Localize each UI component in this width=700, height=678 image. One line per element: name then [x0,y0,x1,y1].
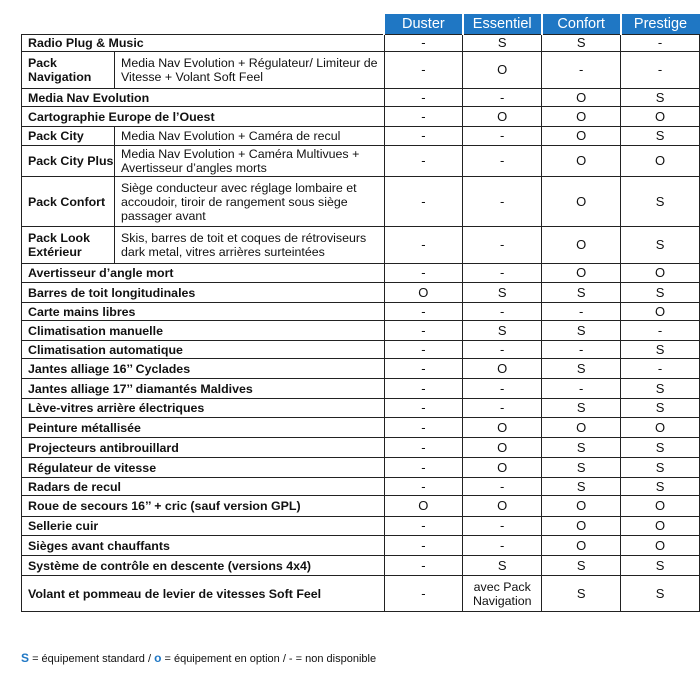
table-row [22,127,700,146]
value-confort: O [542,177,621,227]
equipment-name: Pack Confort [22,177,115,227]
value-prestige: - [621,321,700,341]
value-prestige: O [621,264,700,283]
table-row [22,496,700,517]
table-row [22,517,700,536]
value-prestige: O [621,536,700,556]
value-duster: - [384,146,463,177]
table-row [22,52,700,89]
equipment-name: Projecteurs antibrouillard [22,438,385,458]
value-prestige: S [621,283,700,303]
value-essentiel: avec Pack Navigation [463,576,542,612]
value-prestige: - [621,52,700,89]
value-confort: O [542,107,621,127]
value-duster: - [384,536,463,556]
value-essentiel: O [463,418,542,438]
equipment-name: Sellerie cuir [22,517,385,536]
table-row [22,438,700,458]
table-row [22,35,700,52]
table-body [22,35,700,612]
equipment-name: Pack City [22,127,115,146]
equipment-name: Roue de secours 16’’ + cric (sauf version GPL) [22,496,385,517]
value-essentiel: O [463,496,542,517]
equipment-description: Skis, barres de toit et coques de rétroviseurs dark metal, vitres arrières surteintées [115,227,385,264]
value-essentiel: - [463,341,542,359]
table-row [22,556,700,576]
value-prestige: O [621,303,700,321]
equipment-name: Climatisation manuelle [22,321,385,341]
value-duster: - [384,379,463,399]
value-duster: - [384,52,463,89]
value-prestige: O [621,107,700,127]
table-row [22,264,700,283]
equipment-name: Pack Look Extérieur [22,227,115,264]
value-confort: S [542,576,621,612]
header-blank [115,14,385,35]
value-prestige: O [621,146,700,177]
value-prestige: S [621,576,700,612]
value-confort: S [542,478,621,496]
value-essentiel: O [463,107,542,127]
table-row [22,359,700,379]
value-confort: - [542,52,621,89]
value-confort: O [542,517,621,536]
header-row [22,14,700,35]
value-essentiel: - [463,264,542,283]
value-duster: - [384,321,463,341]
legend-option-key: o [154,651,162,665]
table-row [22,227,700,264]
value-essentiel: - [463,536,542,556]
value-essentiel: - [463,89,542,107]
value-essentiel: - [463,227,542,264]
value-duster: - [384,35,463,52]
column-header-confort: Confort [542,14,621,35]
equipment-description: Siège conducteur avec réglage lombaire et accoudoir, tiroir de rangement sous siège passager avant [115,177,385,227]
value-duster: - [384,107,463,127]
value-duster: - [384,576,463,612]
column-header-duster: Duster [384,14,463,35]
value-essentiel: O [463,359,542,379]
value-duster: - [384,303,463,321]
value-prestige: O [621,496,700,517]
column-header-essentiel: Essentiel [463,14,542,35]
value-confort: - [542,303,621,321]
table-row [22,379,700,399]
equipment-name: Radars de recul [22,478,385,496]
value-essentiel: - [463,146,542,177]
value-prestige: O [621,517,700,536]
value-essentiel: S [463,283,542,303]
equipment-name: Radio Plug & Music [22,35,385,52]
table-row [22,399,700,418]
value-duster: - [384,264,463,283]
equipment-name: Avertisseur d’angle mort [22,264,385,283]
value-confort: - [542,341,621,359]
value-essentiel: - [463,127,542,146]
legend [21,651,376,665]
value-prestige: - [621,359,700,379]
equipment-name: Cartographie Europe de l’Ouest [22,107,385,127]
table-row [22,341,700,359]
value-essentiel: - [463,399,542,418]
value-confort: S [542,359,621,379]
table-row [22,177,700,227]
equipment-name: Système de contrôle en descente (versions 4x4) [22,556,385,576]
value-prestige: S [621,227,700,264]
column-header-prestige: Prestige [621,14,700,35]
value-confort: O [542,264,621,283]
table-row [22,458,700,478]
equipment-description: Media Nav Evolution + Caméra Multivues + Avertisseur d’angles morts [115,146,385,177]
table-row [22,478,700,496]
value-prestige: S [621,438,700,458]
equipment-name: Jantes alliage 16’’ Cyclades [22,359,385,379]
legend-option-text: = équipement en option / - = non disponible [161,653,377,665]
value-essentiel: O [463,52,542,89]
header-blank [22,14,115,35]
equipment-name: Sièges avant chauffants [22,536,385,556]
value-confort: S [542,35,621,52]
value-confort: S [542,321,621,341]
value-duster: - [384,418,463,438]
value-essentiel: - [463,517,542,536]
value-confort: S [542,458,621,478]
equipment-description: Media Nav Evolution + Régulateur/ Limiteur de Vitesse + Volant Soft Feel [115,52,385,89]
value-confort: S [542,438,621,458]
value-essentiel: S [463,35,542,52]
value-prestige: S [621,399,700,418]
value-duster: - [384,127,463,146]
value-prestige: O [621,418,700,438]
value-essentiel: O [463,438,542,458]
table-row [22,107,700,127]
equipment-table-container [21,14,700,612]
value-essentiel: S [463,556,542,576]
value-duster: - [384,438,463,458]
value-confort: O [542,418,621,438]
value-confort: S [542,556,621,576]
equipment-name: Barres de toit longitudinales [22,283,385,303]
legend-standard-text: = équipement standard / [29,653,155,665]
equipment-name: Climatisation automatique [22,341,385,359]
table-row [22,146,700,177]
equipment-name: Carte mains libres [22,303,385,321]
legend-standard-key: S [21,651,30,665]
equipment-name: Jantes alliage 17’’ diamantés Maldives [22,379,385,399]
table-row [22,321,700,341]
value-confort: O [542,127,621,146]
table-row [22,303,700,321]
value-duster: - [384,556,463,576]
value-prestige: S [621,177,700,227]
value-confort: O [542,227,621,264]
value-prestige: S [621,478,700,496]
table-row [22,283,700,303]
value-confort: - [542,379,621,399]
value-essentiel: S [463,321,542,341]
value-confort: S [542,283,621,303]
value-confort: S [542,399,621,418]
value-duster: - [384,359,463,379]
value-essentiel: - [463,303,542,321]
value-essentiel: - [463,379,542,399]
value-duster: - [384,177,463,227]
value-prestige: S [621,341,700,359]
value-duster: O [384,496,463,517]
value-duster: - [384,89,463,107]
value-essentiel: O [463,458,542,478]
table-row [22,418,700,438]
value-essentiel: - [463,177,542,227]
value-confort: O [542,496,621,517]
value-duster: - [384,399,463,418]
equipment-name: Pack City Plus [22,146,115,177]
value-duster: - [384,458,463,478]
equipment-name: Pack Navigation [22,52,115,89]
value-prestige: S [621,127,700,146]
value-duster: - [384,341,463,359]
value-prestige: S [621,89,700,107]
equipment-table [21,14,700,612]
table-row [22,536,700,556]
equipment-name: Volant et pommeau de levier de vitesses Soft Feel [22,576,385,612]
value-confort: O [542,536,621,556]
equipment-description: Media Nav Evolution + Caméra de recul [115,127,385,146]
table-row [22,89,700,107]
equipment-name: Media Nav Evolution [22,89,385,107]
equipment-name: Peinture métallisée [22,418,385,438]
value-duster: - [384,478,463,496]
equipment-name: Régulateur de vitesse [22,458,385,478]
value-confort: O [542,89,621,107]
value-duster: - [384,227,463,264]
value-prestige: S [621,458,700,478]
value-prestige: S [621,379,700,399]
value-duster: - [384,517,463,536]
value-essentiel: - [463,478,542,496]
value-prestige: - [621,35,700,52]
value-confort: O [542,146,621,177]
equipment-name: Lève-vitres arrière électriques [22,399,385,418]
table-row [22,576,700,612]
value-prestige: S [621,556,700,576]
value-duster: O [384,283,463,303]
